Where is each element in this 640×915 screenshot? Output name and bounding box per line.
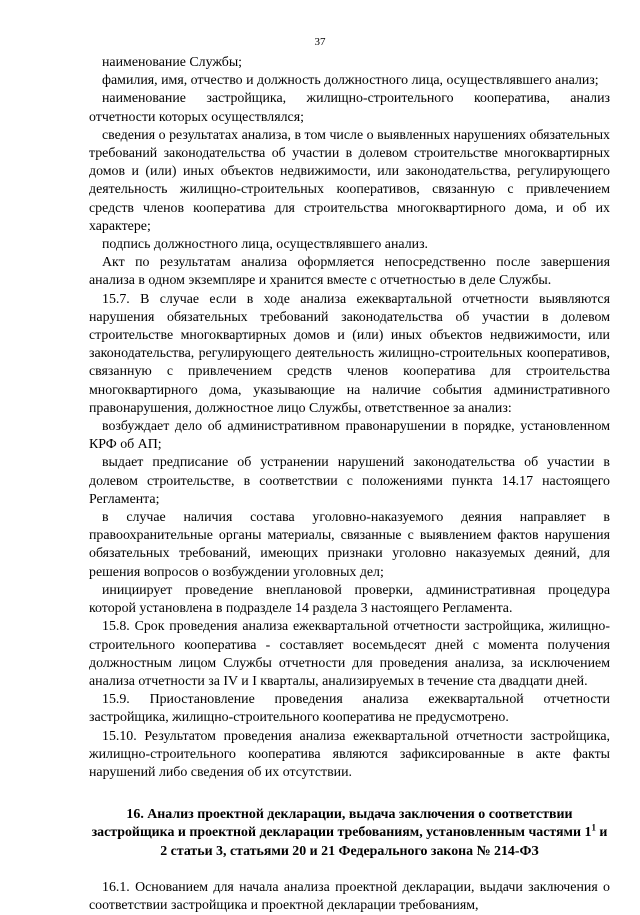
paragraph: наименование застройщика, жилищно-строительного кооператива, анализ отчетности которых осуществлялся; [89,91,610,125]
section-heading-text: 16. Анализ проектной декларации, выдача заключения о соответствии застройщика и проектной декларации требованиям, установленным частями 1 [91,807,592,841]
paragraph: фамилия, имя, отчество и должность должностного лица, осуществлявшего анализ; [102,73,599,89]
paragraph: 15.7. В случае если в ходе анализа ежеквартальной отчетности выявляются нарушения обязательных требований законодательства об участии в долевом строительстве многоквартирных домов и (или) иных объектов недвижимости, или законодательства, регулирующего деятельность жилищно-строительных кооперативов, связанную с привлечением средств членов кооператива для строительства многоквартирного дома, указывающие на наличие события административного правонарушения, должностное лицо Службы, ответственное за анализ: [89,291,610,416]
paragraph: подпись должностного лица, осуществлявшего анализ. [102,237,429,253]
paragraph: возбуждает дело об административном правонарушении в порядке, установленном КРФ об АП; [89,419,610,453]
paragraph: 15.9. Приостановление проведения анализа ежеквартальной отчетности застройщика, жилищно-строительного кооператива не предусмотрено. [89,692,610,726]
paragraph: наименование Службы; [102,55,243,70]
paragraph: выдает предписание об устранении нарушений законодательства об участии в долевом строительстве, в соответствии с положениями пункта 14.17 настоящего Регламента; [89,455,610,507]
section-heading [89,806,610,861]
paragraph: инициирует проведение внеплановой проверки, административная процедура которой установлена в подразделе 14 раздела 3 настоящего Регламента. [89,582,610,617]
page-number: 37 [314,36,326,48]
document-body [89,54,610,915]
paragraph: 15.10. Результатом проведения анализа ежеквартальной отчетности застройщика, жилищно-строительного кооператива являются зафиксированные в акте факты нарушений либо сведения об их отсутствии. [89,728,610,780]
paragraph: Акт по результатам анализа оформляется непосредственно после завершения анализа в одном экземпляре и хранится вместе с отчетностью в деле Службы. [89,255,610,289]
section-heading-superscript: 1 [591,822,596,833]
paragraph: в случае наличия состава уголовно-наказуемого деяния направляет в правоохранительные органы материалы, связанные с выявлением фактов нарушения обязательных требований, имеющих признаки уголовно наказуемых деяний, для решения вопросов о возбуждении уголовных дел; [89,510,610,580]
section-heading-text-end: и 2 статьи 3, статьями 20 и 21 Федерального закона № 214-ФЗ [160,825,608,859]
paragraph: сведения о результатах анализа, в том числе о выявленных нарушениях обязательных требований законодательства об участии в долевом строительстве многоквартирных домов и (или) иных объектов недвижимости, или законодательства, регулирующего деятельность жилищно-строительных кооперативов, связанную с привлечением средств членов кооператива для строительства многоквартирного дома, и об их характере; [89,127,610,234]
paragraph: 15.8. Срок проведения анализа ежеквартальной отчетности застройщика, жилищно-строительного кооператива - составляет восемьдесят дней с момента получения должностным лицом Службы отчетности для проведения анализа, за исключением анализа отчетности за IV и I кварталы, анализируемых в течение ста двадцати дней. [89,619,610,689]
paragraph: 16.1. Основанием для начала анализа проектной декларации, выдачи заключения о соответствии застройщика и проектной декларации требованиям, [89,879,610,913]
